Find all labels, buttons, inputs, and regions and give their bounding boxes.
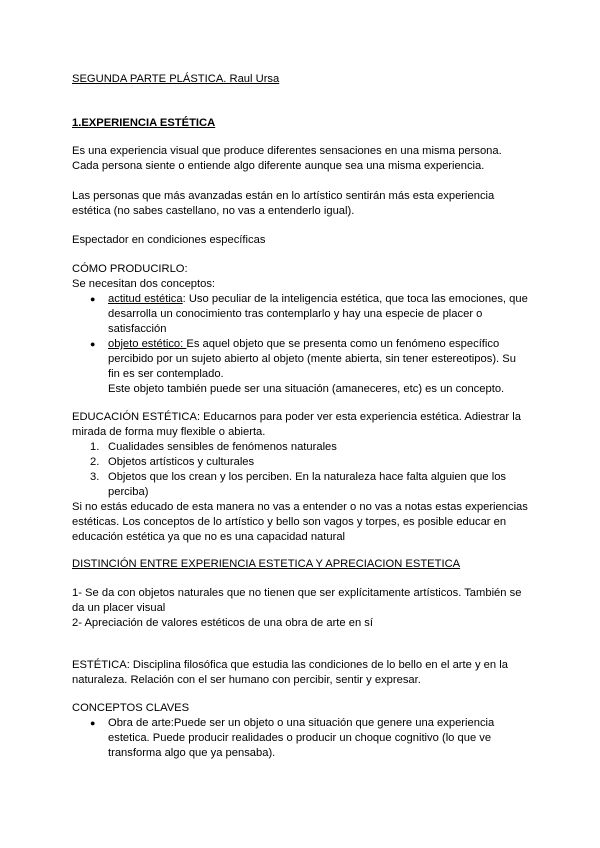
numbered-item: Objetos artísticos y culturales: [108, 456, 255, 468]
numbered-item: Objetos que los crean y los perciben. En la naturaleza hace falta alguien que los: [108, 471, 507, 483]
paragraph-line: estética (no sabes castellano, no vas a entenderlo igual).: [72, 205, 355, 217]
list-item-line: Este objeto también puede ser una situación (amaneceres, etc) es un concepto.: [108, 383, 505, 395]
list-number: 3.: [90, 471, 100, 483]
list-number: 1.: [90, 441, 100, 453]
paragraph-line: Se necesitan dos conceptos:: [72, 278, 216, 290]
paragraph-line: da un placer visual: [72, 602, 166, 614]
paragraph-line: EDUCACIÓN ESTÉTICA: Educarnos para poder ver esta experiencia estética. Adiestrar la: [72, 411, 521, 423]
list-item-line: percibido por un sujeto abierto al objeto (mente abierta, sin tener estereotipos). Su: [108, 353, 516, 365]
term-objeto-estetico: objeto estético:: [108, 338, 187, 350]
paragraph-line: 1- Se da con objetos naturales que no tienen que ser explícitamente artísticos. También se: [72, 587, 522, 599]
numbered-item-line: perciba): [108, 486, 149, 498]
paragraph-line: Espectador en condiciones específicas: [72, 234, 266, 246]
paragraph-line: Si no estás educado de esta manera no vas a entender o no vas a notas estas experiencias: [72, 501, 528, 513]
list-item-line: satisfacción: [108, 323, 167, 335]
term-actitud-estetica: actitud estética: [108, 293, 183, 305]
paragraph-line: Las personas que más avanzadas están en lo artístico sentirán más esta experiencia: [72, 190, 495, 202]
subheading-conceptos-claves: CONCEPTOS CLAVES: [72, 702, 190, 714]
list-item-line: desarrolla un conocimiento tras contemplarlo y hay una especie de placer o: [108, 308, 483, 320]
paragraph-line: naturaleza. Relación con el ser humano con percibir, sentir y expresar.: [72, 674, 421, 686]
list-item: Obra de arte:Puede ser un objeto o una situación que genere una experiencia: [108, 717, 495, 729]
list-item-line: fin es ser contemplado.: [108, 368, 224, 380]
paragraph-line: estéticas. Los conceptos de lo artístico y bello son vagos y torpes, es posible educar en: [72, 516, 507, 528]
paragraph-line: ESTÉTICA: Disciplina filosófica que estudia las condiciones de lo bello en el arte y en la: [72, 659, 508, 671]
list-item: [108, 292, 528, 307]
paragraph-line: Cada persona siente o entiende algo diferente aunque sea una misma experiencia.: [72, 160, 485, 172]
list-item-line: estetica. Puede producir realidades o producir un choque cognitivo (lo que ve: [108, 732, 492, 744]
section-heading-distincion: DISTINCIÓN ENTRE EXPERIENCIA ESTETICA Y APRECIACION ESTETICA: [72, 558, 461, 570]
subheading-como-producirlo: CÓMO PRODUCIRLO:: [72, 263, 188, 275]
bullet-icon: ●: [90, 294, 96, 304]
list-item-text: : Uso peculiar de la inteligencia estética, que toca las emociones, que: [182, 293, 528, 305]
paragraph-line: Es una experiencia visual que produce diferentes sensaciones en una misma persona.: [72, 145, 502, 157]
list-item-text: Es aquel objeto que se presenta como un fenómeno específico: [186, 338, 500, 350]
paragraph-line: 2- Apreciación de valores estéticos de una obra de arte en sí: [72, 617, 374, 629]
bullet-icon: ●: [90, 718, 96, 728]
document-title: SEGUNDA PARTE PLÁSTICA. Raul Ursa: [72, 73, 280, 85]
list-number: 2.: [90, 456, 100, 468]
numbered-item: Cualidades sensibles de fenómenos naturales: [108, 441, 337, 453]
list-item-line: transforma algo que ya pensaba).: [108, 747, 276, 759]
bullet-icon: ●: [90, 339, 96, 349]
paragraph-line: mirada de forma muy flexible o abierta.: [72, 426, 266, 438]
section-heading-experiencia: 1.EXPERIENCIA ESTÉTICA: [72, 117, 216, 129]
paragraph-line: educación estética ya que no es una capacidad natural: [72, 531, 346, 543]
list-item: [108, 337, 499, 352]
